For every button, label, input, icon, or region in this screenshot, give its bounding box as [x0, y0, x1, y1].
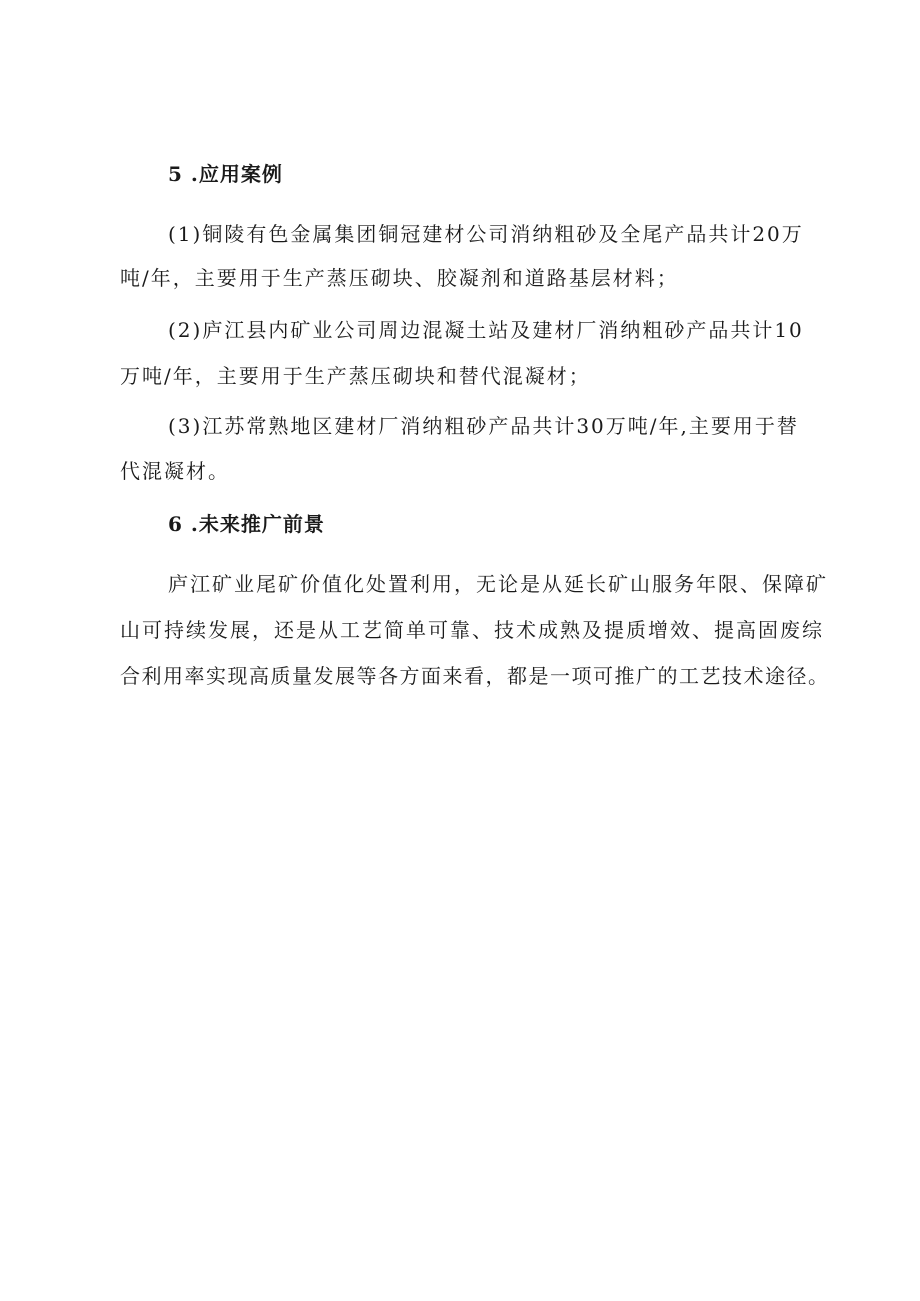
paragraph-line: 吨/年，主要用于生产蒸压砌块、胶凝剂和道路基层材料；: [120, 266, 679, 290]
paragraph-line: 代混凝材。: [120, 459, 230, 483]
paragraph-line: 山可持续发展，还是从工艺简单可靠、技术成熟及提质增效、提高固废综: [120, 618, 824, 642]
paragraph-line: 合利用率实现高质量发展等各方面来看，都是一项可推广的工艺技术途径。: [120, 664, 830, 688]
paragraph-line: 庐江矿业尾矿价值化处置利用，无论是从延长矿山服务年限、保障矿: [168, 572, 828, 596]
paragraph-line: (1)铜陵有色金属集团铜冠建材公司消纳粗砂及全尾产品共计20万: [168, 222, 804, 246]
section-heading-application-cases: 5 .应用案例: [168, 162, 283, 186]
paragraph-line: (3)江苏常熟地区建材厂消纳粗砂产品共计30万吨/年,主要用于替: [168, 414, 799, 438]
section-heading-future-prospects: 6 .未来推广前景: [168, 512, 325, 536]
paragraph-line: (2)庐江县内矿业公司周边混凝土站及建材厂消纳粗砂产品共计10: [168, 318, 804, 342]
paragraph-line: 万吨/年，主要用于生产蒸压砌块和替代混凝材；: [120, 364, 591, 388]
